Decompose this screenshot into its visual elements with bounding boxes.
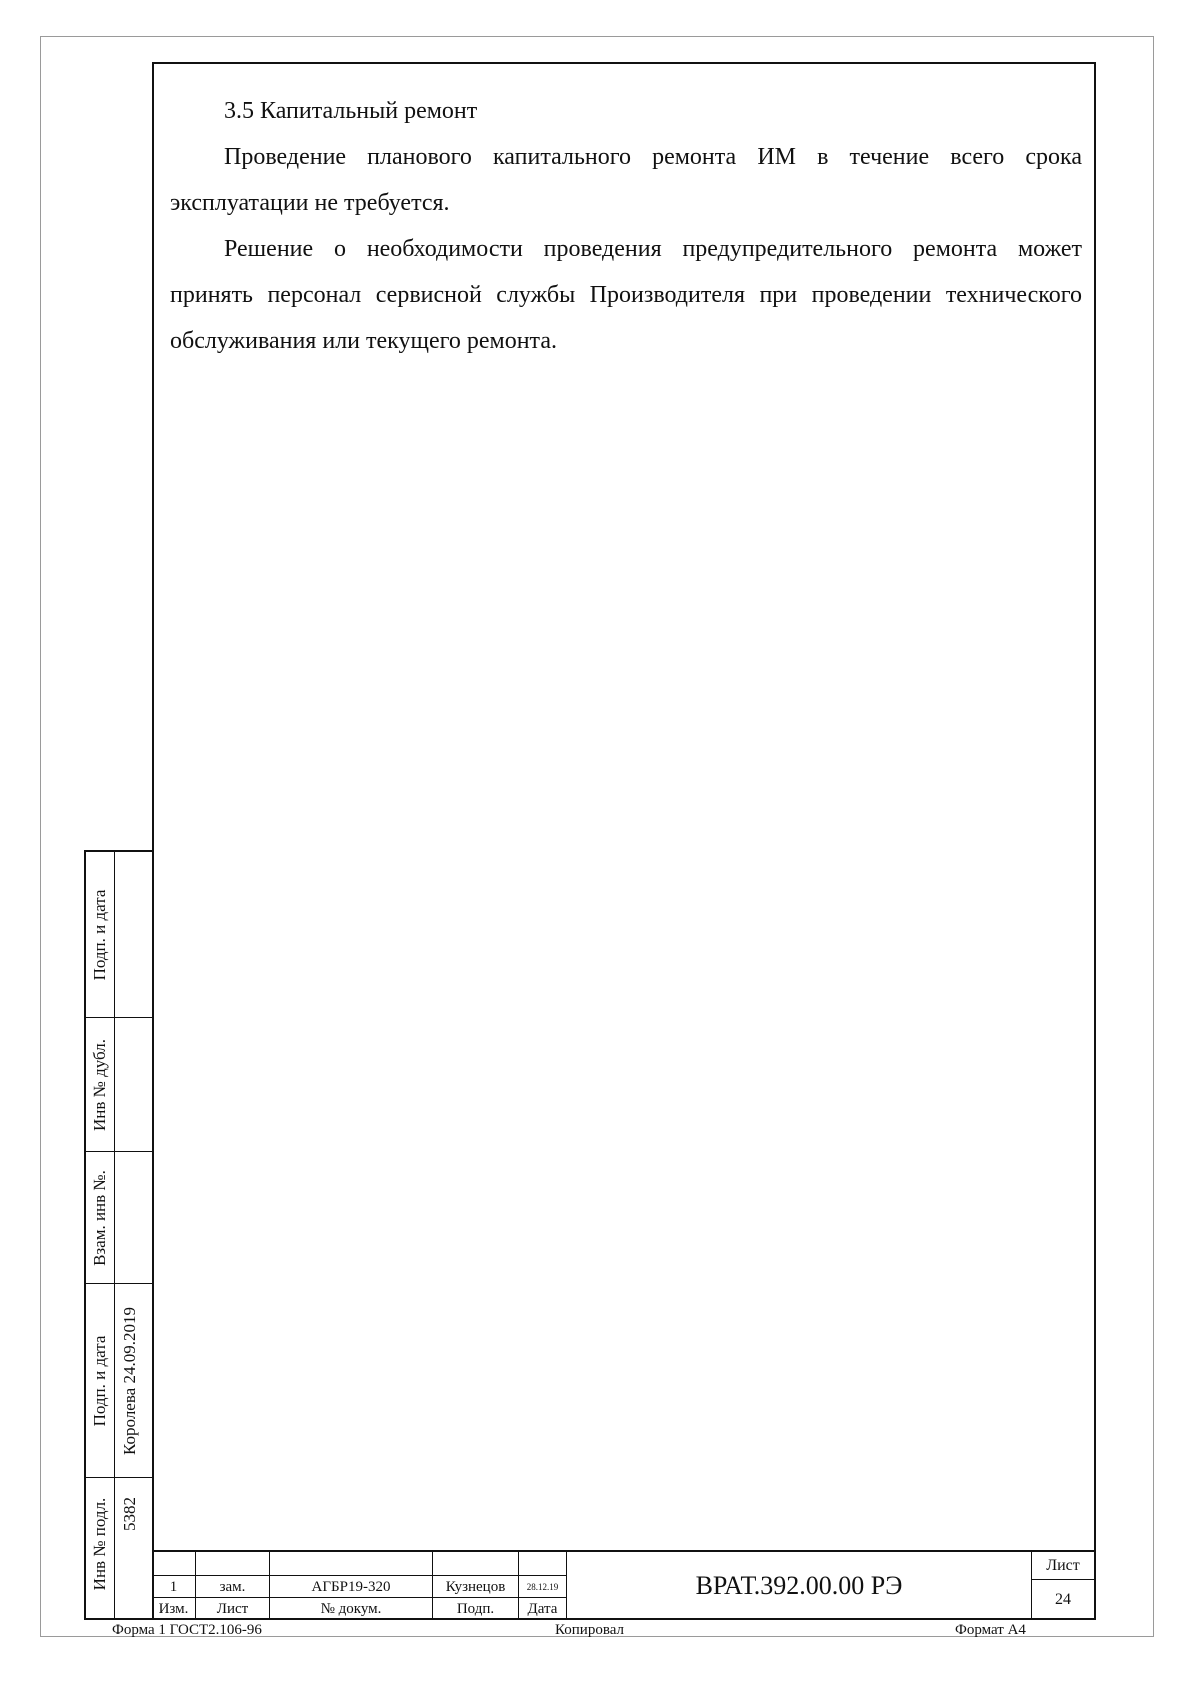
tb-header-izm: Изм. xyxy=(152,1598,196,1620)
paragraph-2: Решение о необходимости проведения предупредительного ремонта может принять персонал сервисной службы Производителя при проведении технического обслуживания или текущего ремонта. xyxy=(170,236,1082,354)
side-label-vzam-inv: Взам. инв №. xyxy=(90,1170,109,1266)
side-value-inv-podl: 5382 xyxy=(120,1497,139,1531)
side-label-inv-dubl: Инв № дубл. xyxy=(90,1038,109,1132)
side-label-podp-data-bottom: Подп. и дата xyxy=(90,1335,109,1427)
tb-empty-izm xyxy=(152,1552,196,1576)
tb-header-date: Дата xyxy=(519,1598,567,1620)
tb-header-list: Лист xyxy=(196,1598,270,1620)
side-row-vzam-inv xyxy=(86,1152,152,1284)
title-block xyxy=(152,1550,1096,1620)
tb-value-date: 28.12.19 xyxy=(519,1576,567,1598)
sheet-number: 24 xyxy=(1055,1591,1071,1608)
tb-value-podp: Кузнецов xyxy=(433,1576,519,1598)
footer-copied: Копировал xyxy=(555,1622,624,1638)
document-code: ВРАТ.392.00.00 РЭ xyxy=(567,1552,1032,1620)
side-row-podp-data-top xyxy=(86,852,152,1018)
tb-empty-podp xyxy=(433,1552,519,1576)
side-row-inv-dubl xyxy=(86,1018,152,1152)
section-heading: 3.5 Капитальный ремонт xyxy=(224,98,478,124)
side-row-inv-podl xyxy=(86,1478,152,1620)
tb-header-doc: № докум. xyxy=(270,1598,433,1620)
footer-format: Формат А4 xyxy=(955,1622,1026,1638)
tb-empty-list xyxy=(196,1552,270,1576)
tb-value-list: зам. xyxy=(196,1576,270,1598)
side-label-podp-data-top: Подп. и дата xyxy=(90,889,109,981)
tb-empty-doc xyxy=(270,1552,433,1576)
side-value-podp-data-bottom: Королева 24.09.2019 xyxy=(120,1307,139,1455)
tb-header-podp: Подп. xyxy=(433,1598,519,1620)
page-content xyxy=(170,88,1082,364)
paragraph-1: Проведение планового капитального ремонта ИМ в течение всего срока эксплуатации не требуется. xyxy=(170,144,1082,216)
tb-value-izm: 1 xyxy=(152,1576,196,1598)
side-label-inv-podl: Инв № подл. xyxy=(90,1497,109,1591)
tb-empty-date xyxy=(519,1552,567,1576)
side-stamp xyxy=(84,850,152,1620)
footer-form: Форма 1 ГОСТ2.106-96 xyxy=(112,1622,262,1638)
tb-value-doc: АГБР19-320 xyxy=(270,1576,433,1598)
sheet-label: Лист xyxy=(1032,1552,1094,1580)
title-block-grid xyxy=(152,1552,567,1620)
side-row-podp-data-bottom xyxy=(86,1284,152,1478)
